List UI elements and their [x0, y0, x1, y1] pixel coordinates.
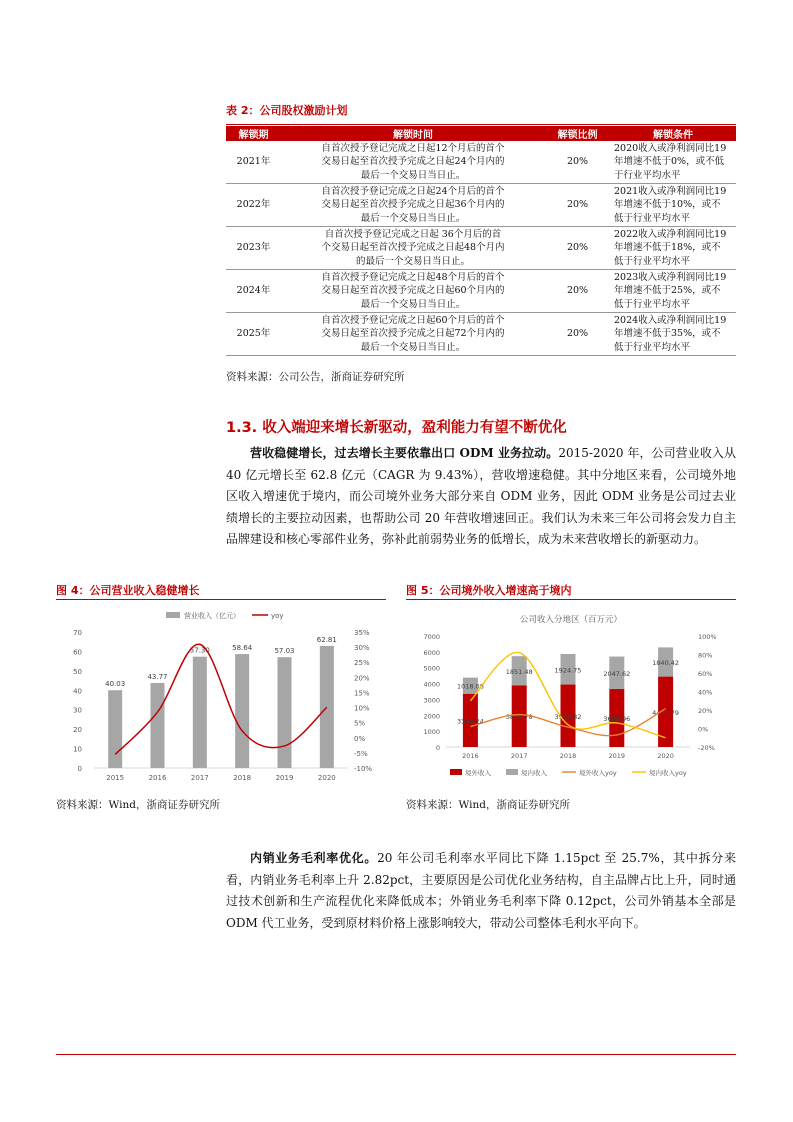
- paragraph-revenue-body: 2015-2020 年，公司营业收入从 40 亿元增长至 62.8 亿元（CAGR 为 9.43%），营收增速稳健。其中分地区来看，公司境外地区收入增速优于境内，而公司境外业务大部分来自 ODM 业务，因此 ODM 业务是公司过去业绩增长的主要拉动因素，也帮助公司 20 年营收增速回正。我们认为未来三年公司将会发力自主品牌建设和核心零部件业务，弥补此前弱势业务的低增长，成为未来营收增长的新驱动力。: [226, 446, 736, 546]
- table-row: [226, 141, 736, 184]
- unlock-condition-line: 于行业平均水平: [614, 169, 681, 181]
- unlock-time-line: 交易日起至首次授予完成之日起60个月内的: [321, 285, 505, 297]
- unlock-condition: [610, 313, 736, 356]
- paragraph-revenue: [226, 443, 736, 551]
- revenue-bar: [193, 657, 207, 768]
- table2-source: 资料来源：公司公告，浙商证券研究所: [226, 371, 405, 383]
- y-right-tick-label: 20%: [698, 707, 713, 715]
- figure4-chart: [56, 602, 386, 788]
- unlock-time-line: 交易日起至首次授予完成之日起24个月内的: [321, 156, 505, 168]
- figure5-rule: [406, 599, 736, 600]
- y-left-tick-label: 7000: [423, 633, 440, 641]
- header-period: 解锁期: [226, 126, 281, 141]
- y-right-tick-label: 25%: [354, 659, 370, 668]
- legend-outside-swatch: [450, 769, 462, 775]
- inside-data-label: 1840.42: [652, 658, 680, 667]
- unlock-time-line: 交易日起至首次授予完成之日起36个月内的: [321, 199, 505, 211]
- unlock-time: [281, 227, 545, 270]
- y-left-tick-label: 1000: [423, 728, 440, 737]
- revenue-data-label: 40.03: [105, 680, 126, 689]
- unlock-time-line: 交易日起至首次授予完成之日起72个月内的: [321, 328, 505, 340]
- paragraph-margin: [226, 848, 736, 934]
- revenue-data-label: 43.77: [147, 672, 168, 681]
- unlock-condition: [610, 184, 736, 227]
- unlock-period: 2023年: [226, 227, 281, 270]
- outside-data-label: 3878.78: [505, 713, 533, 722]
- y-left-tick-label: 70: [73, 629, 82, 637]
- unlock-condition-line: 2020收入或净利润同比19: [614, 142, 727, 154]
- region-chart-svg: [406, 602, 736, 788]
- y-left-tick-label: 6000: [423, 648, 440, 657]
- unlock-time-line: 自首次授予登记完成之日起60个月后的首个: [321, 314, 505, 326]
- unlock-condition: [610, 270, 736, 313]
- table-header-row: [226, 126, 736, 141]
- unlock-period: 2021年: [226, 141, 281, 184]
- unlock-time: [281, 313, 545, 356]
- unlock-ratio: 20%: [545, 313, 610, 356]
- y-left-tick-label: 40: [73, 687, 82, 696]
- revenue-bar: [278, 657, 292, 768]
- y-left-tick-label: 30: [73, 706, 82, 715]
- y-left-tick-label: 5000: [423, 664, 440, 673]
- section-heading-wrap: [226, 416, 567, 437]
- x-tick-label: 2016: [462, 752, 479, 760]
- x-tick-label: 2019: [275, 774, 294, 782]
- unlock-ratio: 20%: [545, 184, 610, 227]
- figure5-source: 资料来源：Wind，浙商证券研究所: [406, 799, 570, 811]
- unlock-time: [281, 141, 545, 184]
- unlock-condition-line: 低于行业平均水平: [614, 298, 691, 310]
- y-right-tick-label: 80%: [698, 651, 713, 660]
- x-tick-label: 2017: [510, 752, 528, 760]
- figure4-rule: [56, 599, 386, 600]
- inside-data-label: 1851.48: [505, 667, 533, 676]
- equity-incentive-table: [226, 126, 736, 356]
- y-right-tick-label: 35%: [354, 629, 370, 637]
- unlock-time-line: 最后一个交易日当日止。: [360, 341, 466, 353]
- header-ratio: 解锁比例: [545, 126, 610, 141]
- y-right-tick-label: 60%: [698, 670, 713, 678]
- unlock-condition-line: 2024收入或净利润同比19: [614, 314, 727, 326]
- y-right-tick-label: 20%: [354, 674, 370, 683]
- unlock-condition-line: 2023收入或净利润同比19: [614, 271, 727, 283]
- y-left-tick-label: 0: [435, 744, 440, 752]
- y-left-tick-label: 0: [77, 765, 82, 773]
- figure4-source: 资料来源：Wind，浙商证券研究所: [56, 799, 220, 811]
- legend-yoy-label: yoy: [271, 612, 284, 620]
- unlock-time-line: 自首次授予登记完成之日起48个月后的首个: [321, 271, 505, 283]
- y-right-tick-label: -10%: [354, 765, 373, 773]
- outside-data-label: 3358.24: [456, 717, 484, 726]
- y-left-tick-label: 2000: [423, 712, 440, 721]
- table2-top-rule: [226, 124, 736, 125]
- unlock-condition-line: 年增速不低于25%，或不: [614, 285, 721, 297]
- legend-revenue-label: 营业收入（亿元）: [184, 612, 240, 620]
- legend-inside-yoy-label: 境内收入yoy: [649, 769, 687, 777]
- unlock-time-line: 个交易日起至首次授予完成之日起48个月内: [321, 242, 505, 254]
- unlock-time-line: 最后一个交易日当日止。: [360, 212, 466, 224]
- paragraph-margin-body: 20 年公司毛利率水平同比下降 1.15pct 至 25.7%，其中拆分来看，内销业务毛利率上升 2.82pct，主要原因是公司优化业务结构，自主品牌占比上升，同时通过技术创新和生产流程优化来降低成本；外销业务毛利率下降 0.12pct，公司外销基本全部是 ODM 代工业务，受到原材料价格上涨影响较大，带动公司整体毛利水平向下。: [226, 851, 736, 930]
- x-tick-label: 2020: [317, 774, 336, 782]
- y-left-tick-label: 20: [73, 726, 82, 735]
- revenue-data-label: 62.81: [316, 635, 337, 644]
- header-time: 解锁时间: [281, 126, 545, 141]
- unlock-condition: [610, 227, 736, 270]
- outside-data-label: 3939.32: [554, 712, 582, 721]
- unlock-time: [281, 184, 545, 227]
- y-right-tick-label: 15%: [354, 689, 370, 698]
- paragraph-margin-lead: 内销业务毛利率优化。: [250, 851, 378, 865]
- unlock-condition-line: 2021收入或净利润同比19: [614, 185, 727, 197]
- yoy-line: [115, 644, 327, 754]
- footer-rule: [56, 1054, 736, 1055]
- unlock-time: [281, 270, 545, 313]
- y-right-tick-label: 0%: [698, 725, 709, 734]
- y-left-tick-label: 60: [73, 648, 82, 657]
- revenue-chart-svg: [56, 602, 386, 788]
- y-left-tick-label: 10: [73, 745, 82, 754]
- unlock-ratio: 20%: [545, 227, 610, 270]
- y-right-tick-label: 0%: [354, 734, 366, 743]
- y-right-tick-label: 40%: [698, 688, 713, 697]
- y-right-tick-label: -20%: [698, 744, 715, 752]
- y-right-tick-label: 10%: [354, 704, 370, 713]
- x-tick-label: 2017: [190, 774, 209, 782]
- revenue-data-label: 58.64: [232, 644, 253, 653]
- table2-caption: 表 2：公司股权激励计划: [226, 104, 348, 117]
- inside-data-label: 1924.75: [554, 666, 582, 675]
- unlock-condition-line: 年增速不低于10%，或不: [614, 199, 721, 211]
- y-left-tick-label: 4000: [423, 680, 440, 689]
- x-tick-label: 2020: [657, 752, 674, 760]
- unlock-time-line: 自首次授予登记完成之日起24个月后的首个: [321, 185, 505, 197]
- header-condition: 解锁条件: [610, 126, 736, 141]
- section-heading: 1.3. 收入端迎来增长新驱动，盈利能力有望不断优化: [226, 420, 567, 436]
- y-left-tick-label: 50: [73, 667, 82, 676]
- legend-revenue-swatch: [166, 612, 180, 618]
- y-right-tick-label: 100%: [698, 633, 717, 641]
- unlock-time-line: 最后一个交易日当日止。: [360, 169, 466, 181]
- unlock-time-line: 的最后一个交易日当日止。: [355, 255, 470, 267]
- unlock-condition-line: 年增速不低于18%，或不: [614, 242, 721, 254]
- x-tick-label: 2016: [148, 774, 167, 782]
- unlock-condition-line: 年增速不低于35%，或不: [614, 328, 721, 340]
- outside-data-label: 3655.96: [603, 715, 631, 724]
- revenue-bar: [235, 654, 249, 768]
- revenue-bar: [108, 690, 122, 768]
- unlock-ratio: 20%: [545, 270, 610, 313]
- unlock-time-line: 自首次授予登记完成之日起 36个月后的首: [324, 228, 502, 240]
- unlock-time-line: 自首次授予登记完成之日起12个月后的首个: [321, 142, 505, 154]
- x-tick-label: 2018: [559, 752, 577, 760]
- inside-data-label: 2047.62: [603, 669, 631, 678]
- x-tick-label: 2015: [106, 774, 125, 782]
- legend-outside-yoy-label: 境外收入yoy: [579, 769, 617, 777]
- unlock-condition-line: 低于行业平均水平: [614, 255, 691, 267]
- revenue-data-label: 57.30: [189, 646, 210, 655]
- unlock-condition-line: 2022收入或净利润同比19: [614, 228, 727, 240]
- revenue-bar: [151, 683, 165, 768]
- revenue-data-label: 57.03: [274, 647, 295, 656]
- table-row: [226, 270, 736, 313]
- table-row: [226, 184, 736, 227]
- y-left-tick-label: 3000: [423, 696, 440, 705]
- unlock-period: 2022年: [226, 184, 281, 227]
- x-tick-label: 2018: [233, 774, 252, 782]
- inside-data-label: 1018.08: [456, 682, 484, 691]
- unlock-time-line: 最后一个交易日当日止。: [360, 298, 466, 310]
- legend-outside-label: 境外收入: [465, 769, 491, 777]
- y-right-tick-label: 30%: [354, 644, 370, 653]
- revenue-bar: [320, 646, 334, 768]
- figure4-caption: 图 4：公司营业收入稳健增长: [56, 584, 200, 597]
- unlock-condition: [610, 141, 736, 184]
- unlock-condition-line: 年增速不低于0%，或不低: [614, 156, 725, 168]
- outside-data-label: 4440.79: [652, 708, 680, 717]
- unlock-condition-line: 低于行业平均水平: [614, 341, 691, 353]
- legend-inside-swatch: [506, 769, 518, 775]
- table-row: [226, 313, 736, 356]
- unlock-period: 2024年: [226, 270, 281, 313]
- unlock-condition-line: 低于行业平均水平: [614, 212, 691, 224]
- unlock-ratio: 20%: [545, 141, 610, 184]
- figure5-chart: [406, 602, 736, 788]
- x-tick-label: 2019: [608, 752, 626, 760]
- paragraph-revenue-lead: 营收稳健增长，过去增长主要依靠出口 ODM 业务拉动。: [250, 446, 559, 460]
- chart-title: 公司收入分地区（百万元）: [519, 615, 623, 625]
- y-right-tick-label: -5%: [354, 749, 368, 758]
- legend-inside-label: 境内收入: [521, 769, 547, 777]
- y-right-tick-label: 5%: [354, 719, 366, 728]
- table-row: [226, 227, 736, 270]
- figure5-caption: 图 5：公司境外收入增速高于境内: [406, 584, 572, 597]
- unlock-period: 2025年: [226, 313, 281, 356]
